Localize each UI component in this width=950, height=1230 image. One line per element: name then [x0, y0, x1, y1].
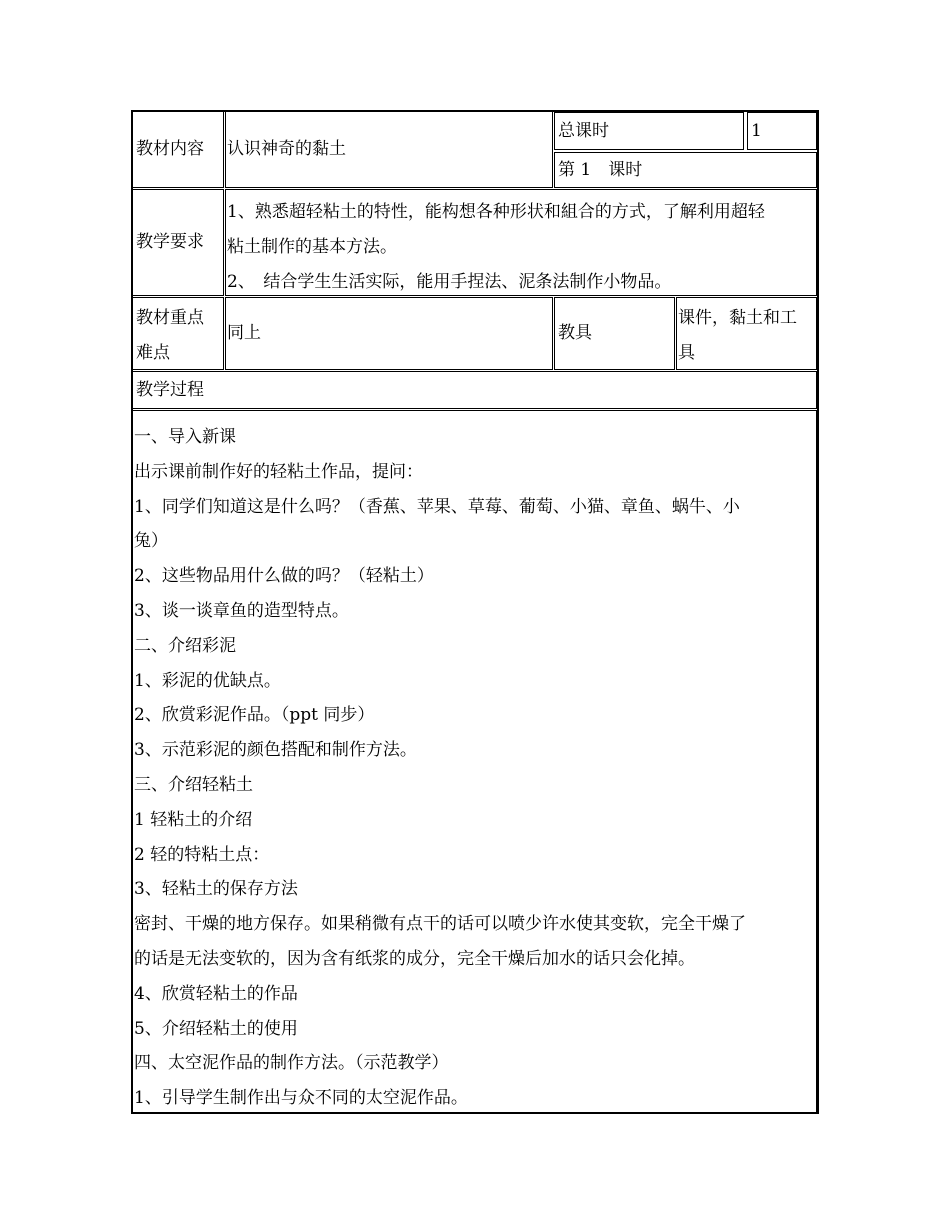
process-line: 1 轻粘土的介绍 [134, 809, 253, 830]
keypoints-label-line: 难点 [136, 342, 170, 363]
keypoints-label-cell [132, 297, 224, 370]
process-content [134, 420, 816, 1116]
process-line: 5、介绍轻粘土的使用 [134, 1018, 298, 1039]
requirements-label: 教学要求 [136, 232, 204, 252]
tools-value-cell [676, 297, 817, 370]
lesson-number-cell [554, 152, 817, 188]
process-line: 四、太空泥作品的制作方法。（示范教学） [134, 1053, 449, 1074]
keypoints-value-cell [225, 297, 553, 370]
process-line: 的话是无法变软的，因为含有纸浆的成分，完全干燥后加水的话只会化掉。 [134, 948, 695, 969]
process-line: 1、同学们知道这是什么吗？（香蕉、苹果、草莓、葡萄、小猫、章鱼、蜗牛、小 [134, 496, 740, 517]
process-line: 3、示范彩泥的颜色搭配和制作方法。 [134, 740, 417, 761]
requirements-line: 2、 结合学生生活实际，能用手捏法、泥条法制作小物品。 [227, 271, 672, 292]
total-hours-label: 总课时 [558, 120, 609, 141]
content-label: 教材内容 [136, 139, 204, 159]
content-value-cell [225, 111, 553, 188]
process-line: 2 轻的特粘土点： [134, 844, 270, 865]
content-value: 认识神奇的黏土 [227, 139, 346, 159]
process-label: 教学过程 [136, 379, 204, 400]
process-line: 3、谈一谈章鱼的造型特点。 [134, 600, 349, 621]
requirements-value-cell [225, 189, 817, 296]
keypoints-value: 同上 [227, 323, 261, 343]
tools-value-line: 课件，黏土和工 [678, 308, 797, 328]
process-line: 三、介绍轻粘土 [134, 774, 253, 795]
process-line: 4、欣赏轻粘土的作品 [134, 983, 298, 1004]
process-line: 兔） [134, 531, 168, 552]
process-line: 密封、干燥的地方保存。如果稍微有点干的话可以喷少许水使其变软，完全干燥了 [134, 914, 746, 935]
keypoints-label-line: 教材重点 [136, 308, 204, 328]
total-hours-value: 1 [751, 120, 762, 141]
tools-label: 教具 [558, 323, 592, 343]
process-line: 2、欣赏彩泥作品。（ppt 同步） [134, 705, 375, 726]
process-line: 3、轻粘土的保存方法 [134, 879, 298, 900]
process-line: 1、引导学生制作出与众不同的太空泥作品。 [134, 1088, 468, 1109]
total-hours-value-cell [747, 112, 817, 150]
process-line: 1、彩泥的优缺点。 [134, 670, 281, 691]
tools-value-line: 具 [678, 342, 695, 363]
requirements-line: 1、熟悉超轻粘土的特性，能构想各种形状和組合的方式，了解利用超轻 [227, 202, 765, 222]
process-line: 一、导入新课 [134, 427, 236, 447]
process-line: 出示课前制作好的轻粘土作品，提问： [134, 461, 423, 482]
requirements-label-cell [132, 189, 224, 296]
process-line: 二、介绍彩泥 [134, 635, 236, 656]
requirements-line: 粘土制作的基本方法。 [227, 236, 397, 257]
tools-label-cell [554, 297, 675, 370]
process-line: 2、这些物品用什么做的吗？（轻粘土） [134, 566, 434, 587]
content-label-cell [132, 111, 224, 188]
total-hours-label-cell [554, 112, 744, 150]
lesson-number: 第 1 课时 [558, 159, 643, 180]
process-label-cell [132, 371, 817, 409]
